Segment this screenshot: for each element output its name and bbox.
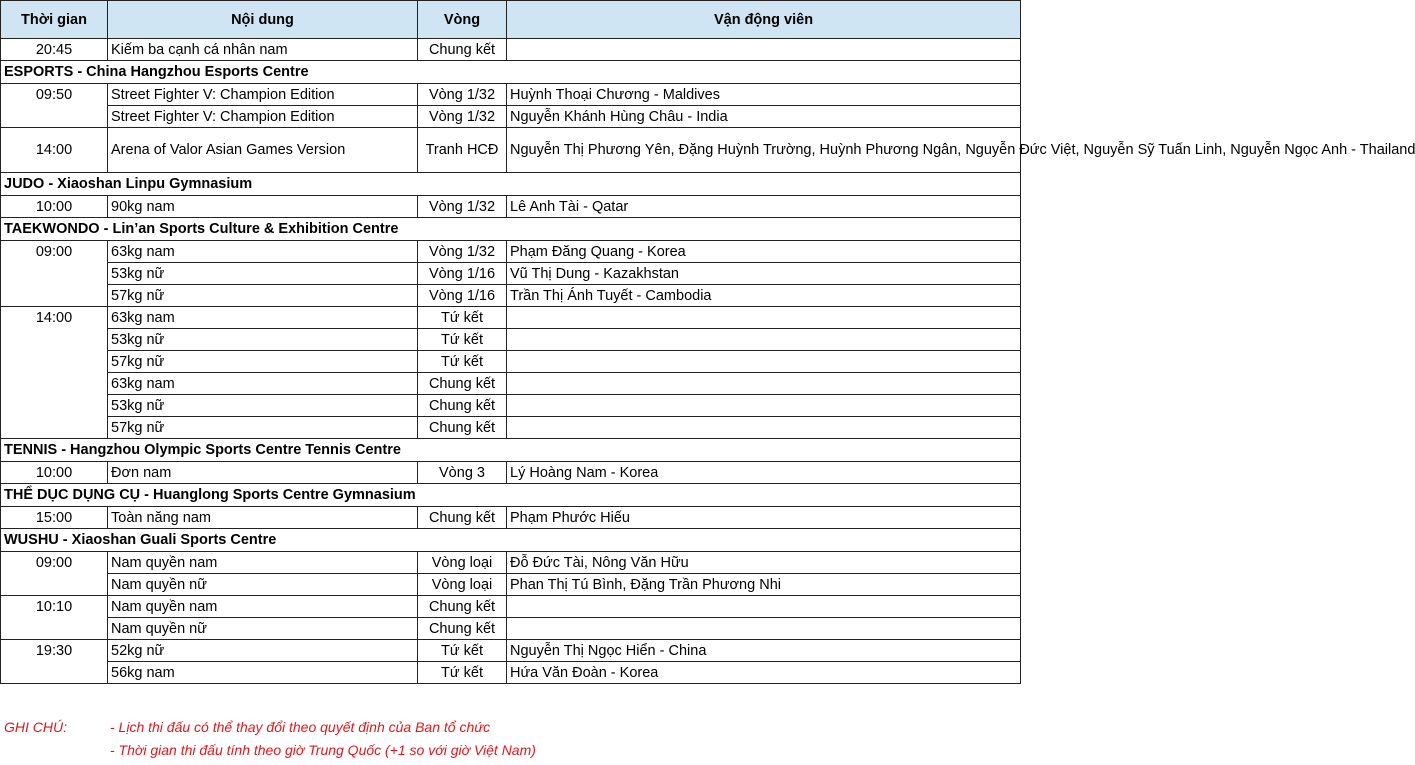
time-cell: 10:00 xyxy=(1,462,108,484)
header-time: Thời gian xyxy=(1,1,108,39)
section-row xyxy=(1,173,1021,196)
event-cell: Arena of Valor Asian Games Version xyxy=(108,128,418,173)
round-cell: Vòng 3 xyxy=(418,462,507,484)
note-line: - Lịch thi đấu có thể thay đổi theo quyết định của Ban tổ chức xyxy=(110,719,491,735)
round-cell: Vòng loại xyxy=(418,574,507,596)
event-cell: 53kg nữ xyxy=(108,395,418,417)
round-cell: Chung kết xyxy=(418,507,507,529)
event-cell: Nam quyền nữ xyxy=(108,574,418,596)
event-cell: Đơn nam xyxy=(108,462,418,484)
athletes-cell: Hứa Văn Đoàn - Korea xyxy=(507,662,1021,684)
schedule-row xyxy=(1,39,1021,61)
round-cell: Vòng 1/16 xyxy=(418,285,507,307)
athletes-cell: Huỳnh Thoại Chương - Maldives xyxy=(507,84,1021,106)
athletes-cell: Lý Hoàng Nam - Korea xyxy=(507,462,1021,484)
time-cell: 10:00 xyxy=(1,196,108,218)
athletes-cell: Lê Anh Tài - Qatar xyxy=(507,196,1021,218)
round-cell: Chung kết xyxy=(418,417,507,439)
time-cell xyxy=(1,618,108,640)
schedule-row xyxy=(1,128,1021,173)
schedule-row xyxy=(1,196,1021,218)
notes-label: GHI CHÚ: xyxy=(4,719,67,735)
time-cell: 14:00 xyxy=(1,307,108,329)
schedule-row xyxy=(1,618,1021,640)
event-cell: Nam quyền nữ xyxy=(108,618,418,640)
schedule-row xyxy=(1,106,1021,128)
section-title: ESPORTS - China Hangzhou Esports Centre xyxy=(1,61,1021,84)
event-cell: Nam quyền nam xyxy=(108,596,418,618)
event-cell: 63kg nam xyxy=(108,241,418,263)
time-cell xyxy=(1,263,108,285)
section-row xyxy=(1,218,1021,241)
athletes-cell: Nguyễn Thị Phương Yên, Đặng Huỳnh Trường, Huỳnh Phương Ngân, Nguyễn Đức Việt, Nguyễn Sỹ Tuấn Linh, Nguyễn Ngọc Anh - Thailand xyxy=(507,128,1021,173)
schedule-row xyxy=(1,574,1021,596)
event-cell: 53kg nữ xyxy=(108,329,418,351)
round-cell: Tứ kết xyxy=(418,351,507,373)
time-cell: 19:30 xyxy=(1,640,108,662)
time-cell: 09:50 xyxy=(1,84,108,106)
athletes-cell: Đỗ Đức Tài, Nông Văn Hữu xyxy=(507,552,1021,574)
athletes-cell: Nguyễn Khánh Hùng Châu - India xyxy=(507,106,1021,128)
schedule-body xyxy=(1,39,1415,684)
athletes-cell: Phan Thị Tú Bình, Đặng Trần Phương Nhi xyxy=(507,574,1021,596)
section-row xyxy=(1,529,1021,552)
athletes-cell xyxy=(507,395,1021,417)
schedule-row xyxy=(1,373,1021,395)
time-cell xyxy=(1,662,108,684)
event-cell: 63kg nam xyxy=(108,307,418,329)
athletes-cell xyxy=(507,417,1021,439)
section-title: THỂ DỤC DỤNG CỤ - Huanglong Sports Centre Gymnasium xyxy=(1,484,1021,507)
event-cell: Toàn năng nam xyxy=(108,507,418,529)
schedule-row xyxy=(1,329,1021,351)
event-cell: 56kg nam xyxy=(108,662,418,684)
round-cell: Tứ kết xyxy=(418,329,507,351)
time-cell xyxy=(1,285,108,307)
event-cell: 57kg nữ xyxy=(108,351,418,373)
time-cell: 09:00 xyxy=(1,241,108,263)
round-cell: Chung kết xyxy=(418,39,507,61)
round-cell: Tranh HCĐ xyxy=(418,128,507,173)
schedule-row xyxy=(1,395,1021,417)
event-cell: 57kg nữ xyxy=(108,417,418,439)
schedule-row xyxy=(1,84,1021,106)
athletes-cell xyxy=(507,618,1021,640)
round-cell: Tứ kết xyxy=(418,640,507,662)
time-cell: 10:10 xyxy=(1,596,108,618)
round-cell: Vòng 1/32 xyxy=(418,84,507,106)
event-cell: Nam quyền nam xyxy=(108,552,418,574)
time-cell xyxy=(1,395,108,417)
athletes-cell xyxy=(507,39,1021,61)
event-cell: 53kg nữ xyxy=(108,263,418,285)
round-cell: Chung kết xyxy=(418,373,507,395)
schedule-row xyxy=(1,263,1021,285)
section-row xyxy=(1,61,1021,84)
event-cell: 63kg nam xyxy=(108,373,418,395)
header-event: Nội dung xyxy=(108,1,418,39)
header-round: Vòng xyxy=(418,1,507,39)
schedule-row xyxy=(1,507,1021,529)
round-cell: Chung kết xyxy=(418,596,507,618)
schedule-row xyxy=(1,241,1021,263)
time-cell xyxy=(1,351,108,373)
round-cell: Vòng 1/32 xyxy=(418,106,507,128)
time-cell xyxy=(1,106,108,128)
round-cell: Vòng 1/32 xyxy=(418,241,507,263)
athletes-cell xyxy=(507,596,1021,618)
round-cell: Vòng loại xyxy=(418,552,507,574)
event-cell: 52kg nữ xyxy=(108,640,418,662)
time-cell: 15:00 xyxy=(1,507,108,529)
event-cell: Kiếm ba cạnh cá nhân nam xyxy=(108,39,418,61)
athletes-cell: Vũ Thị Dung - Kazakhstan xyxy=(507,263,1021,285)
header-row xyxy=(1,1,1021,39)
schedule-row xyxy=(1,285,1021,307)
event-cell: Street Fighter V: Champion Edition xyxy=(108,84,418,106)
section-title: JUDO - Xiaoshan Linpu Gymnasium xyxy=(1,173,1021,196)
note-line: - Thời gian thi đấu tính theo giờ Trung Quốc (+1 so với giờ Việt Nam) xyxy=(110,742,536,758)
schedule-row xyxy=(1,462,1021,484)
section-row xyxy=(1,439,1021,462)
round-cell: Chung kết xyxy=(418,395,507,417)
athletes-cell xyxy=(507,373,1021,395)
time-cell xyxy=(1,574,108,596)
schedule-row xyxy=(1,307,1021,329)
round-cell: Vòng 1/32 xyxy=(418,196,507,218)
athletes-cell xyxy=(507,329,1021,351)
time-cell: 20:45 xyxy=(1,39,108,61)
section-row xyxy=(1,484,1021,507)
athletes-cell xyxy=(507,307,1021,329)
section-title: WUSHU - Xiaoshan Guali Sports Centre xyxy=(1,529,1021,552)
schedule-row xyxy=(1,552,1021,574)
athletes-cell: Phạm Đăng Quang - Korea xyxy=(507,241,1021,263)
time-cell xyxy=(1,417,108,439)
schedule-row xyxy=(1,351,1021,373)
time-cell xyxy=(1,329,108,351)
athletes-cell: Nguyễn Thị Ngọc Hiển - China xyxy=(507,640,1021,662)
header-athletes: Vận động viên xyxy=(507,1,1021,39)
time-cell xyxy=(1,373,108,395)
athletes-cell xyxy=(507,351,1021,373)
schedule-row xyxy=(1,640,1021,662)
schedule-row xyxy=(1,417,1021,439)
schedule-row xyxy=(1,662,1021,684)
athletes-cell: Phạm Phước Hiếu xyxy=(507,507,1021,529)
round-cell: Tứ kết xyxy=(418,307,507,329)
round-cell: Vòng 1/16 xyxy=(418,263,507,285)
event-cell: 90kg nam xyxy=(108,196,418,218)
round-cell: Tứ kết xyxy=(418,662,507,684)
event-cell: Street Fighter V: Champion Edition xyxy=(108,106,418,128)
round-cell: Chung kết xyxy=(418,618,507,640)
section-title: TAEKWONDO - Lin’an Sports Culture & Exhibition Centre xyxy=(1,218,1021,241)
section-title: TENNIS - Hangzhou Olympic Sports Centre Tennis Centre xyxy=(1,439,1021,462)
time-cell: 14:00 xyxy=(1,128,108,173)
event-cell: 57kg nữ xyxy=(108,285,418,307)
schedule-row xyxy=(1,596,1021,618)
time-cell: 09:00 xyxy=(1,552,108,574)
athletes-cell: Trần Thị Ánh Tuyết - Cambodia xyxy=(507,285,1021,307)
